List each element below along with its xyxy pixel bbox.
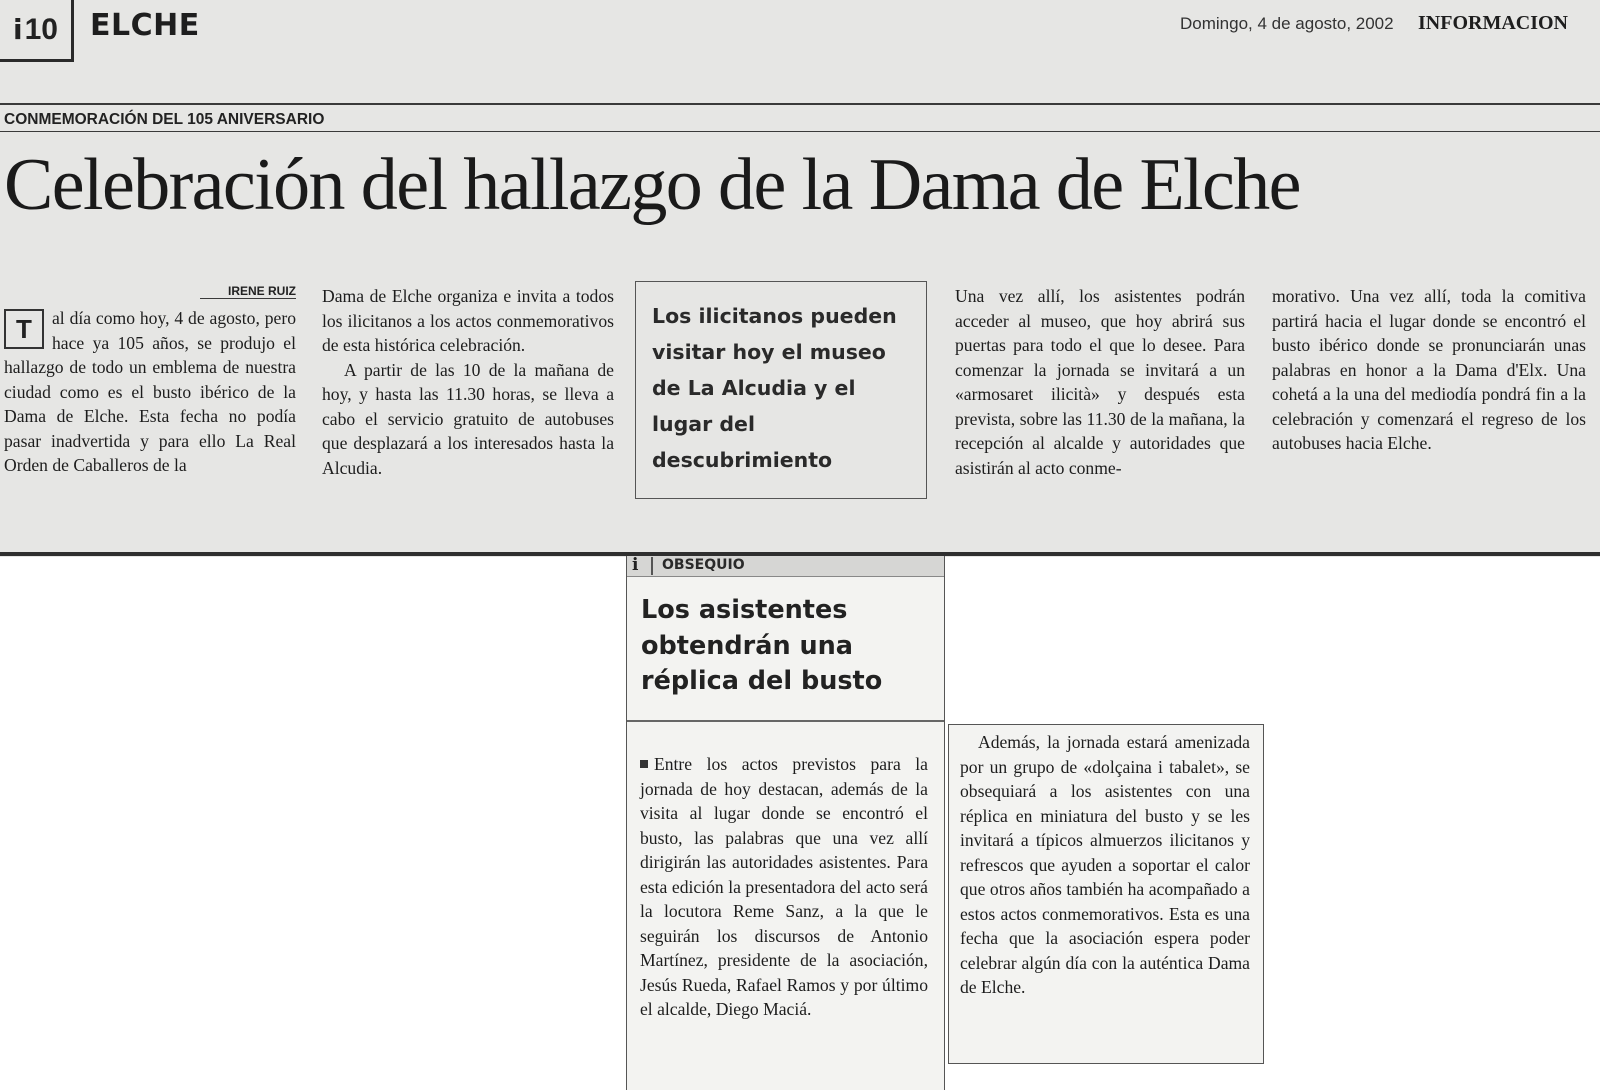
column-2-paragraph: Dama de Elche organiza e invita a todos los ilicitanos a los actos conmemorativos de esta histórica celebración. — [322, 286, 614, 355]
section-name: ELCHE — [90, 8, 200, 43]
article-column-5 — [1272, 284, 1586, 456]
pull-quote: Los ilicitanos pueden visitar hoy el museo de La Alcudia y el lugar del descubrimiento — [635, 281, 927, 499]
kicker: CONMEMORACIÓN DEL 105 ANIVERSARIO — [4, 111, 325, 128]
info-i-icon: i — [632, 555, 639, 575]
article-column-1 — [4, 306, 296, 478]
sidebar-column-2 — [960, 730, 1250, 1000]
sidebar-title: Los asistentes obtendrán una réplica del busto — [641, 595, 883, 696]
page-number: 10 — [24, 12, 58, 46]
bullet-square-icon — [640, 760, 648, 768]
article-column-4 — [955, 284, 1245, 480]
drop-cap: T — [4, 309, 44, 349]
header-rule — [0, 103, 1600, 105]
byline-rule — [200, 298, 296, 299]
sidebar-label: OBSEQUIO — [662, 557, 745, 573]
sidebar-column-2-text: Además, la jornada estará amenizada por un grupo de «dolçaina i tabalet», se obsequiará a los asistentes con una réplica en miniatura del busto y se les invitará a típicos almuerzos ilicitanos y refrescos que ayuden a soportar el calor que otros años también ha acompañado a estos actos conmemorativos. Esta es una fecha que la asociación espera poder celebrar algún día con la auténtica Dama de Elche. — [960, 732, 1250, 997]
newspaper-name: INFORMACION — [1418, 12, 1568, 34]
headline: Celebración del hallazgo de la Dama de Elche — [4, 144, 1300, 226]
sidebar-column-1 — [640, 752, 928, 1022]
column-4-text: Una vez allí, los asistentes podrán acceder al museo, que hoy abrirá sus puertas para todo el que lo desee. Para comenzar la jornada se invitará a un «armosaret ilicità» y después esta prevista, sobre las 11.30 de la mañana, la recepción al alcalde y autoridades que asistirán al acto conme- — [955, 286, 1245, 478]
sidebar-title-rule — [627, 720, 944, 722]
article-column-2 — [322, 284, 614, 480]
page-number-badge — [0, 0, 74, 62]
column-5-text: morativo. Una vez allí, toda la comitiva partirá hacia el lugar donde se encontró el busto ibérico donde se pronunciarán unas palabras en honor a la Dama d'Elx. Una cohetá a la una del mediodía pondrá fin a la celebración y comenzará el regreso de los autobuses hacia Elche. — [1272, 286, 1586, 453]
publication-date: Domingo, 4 de agosto, 2002 — [1180, 14, 1394, 33]
sidebar-column-1-text: Entre los actos previstos para la jornada de hoy destacan, además de la visita al lugar donde se encontró el busto, las palabras que una vez allí dirigirán las autoridades asistentes. Para esta edición la presentadora del acto será la locutora Reme Sanz, a la que le seguirán los discursos de Antonio Martínez, presidente de la asociación, Jesús Rueda, Rafael Ramos y por último el alcalde, Diego Maciá. — [640, 754, 928, 1019]
info-i-icon: i — [13, 13, 23, 46]
column-2-paragraph: A partir de las 10 de la mañana de hoy, y hasta las 11.30 horas, se lleva a cabo el servicio gratuito de autobuses que desplazará a los interesados hasta la Alcudia. — [322, 359, 614, 478]
sidebar-header-divider — [651, 557, 653, 575]
column-1-text: al día como hoy, 4 de agosto, pero hace ya 105 años, se produjo el hallazgo de todo un emblema de nuestra ciudad como es el busto ibérico de la Dama de Elche. Esta fecha no podía pasar inadvertida y para ello La Real Orden de Caballeros de la — [4, 308, 296, 475]
kicker-rule — [0, 131, 1600, 132]
byline: IRENE RUIZ — [227, 284, 296, 298]
